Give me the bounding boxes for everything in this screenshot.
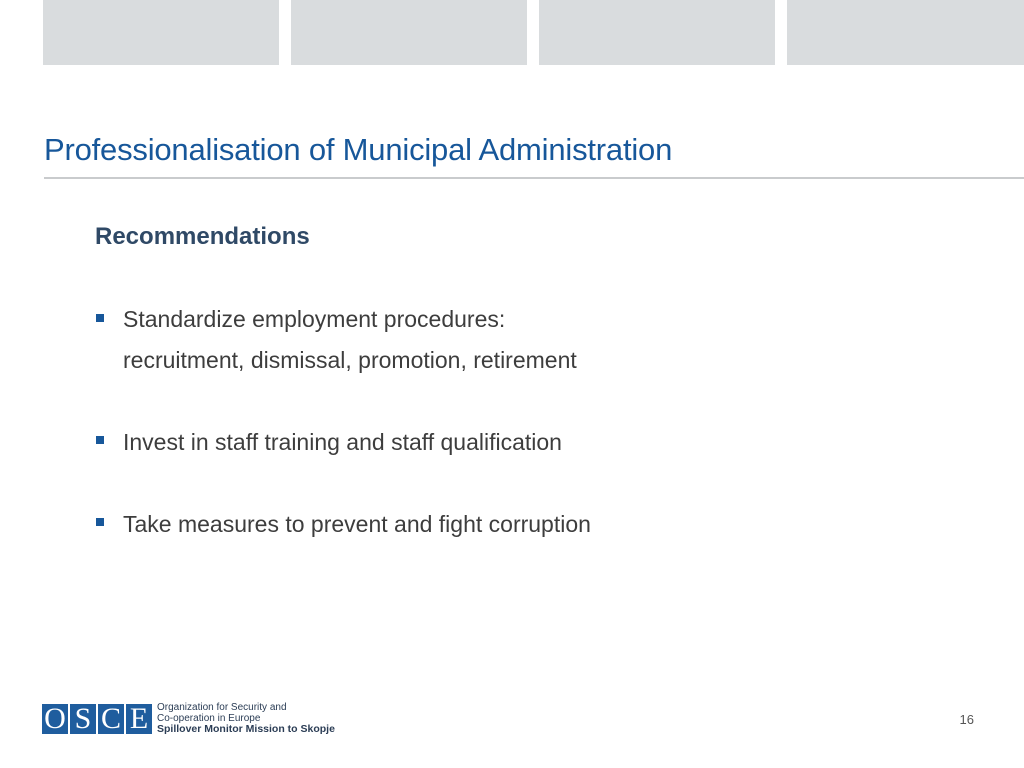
bullet-text: Invest in staff training and staff qualification bbox=[123, 429, 562, 455]
bullet-text: Take measures to prevent and fight corruption bbox=[123, 511, 591, 537]
header-block-1 bbox=[43, 0, 279, 65]
logo-letter: E bbox=[126, 704, 152, 734]
page-number: 16 bbox=[959, 712, 974, 727]
title-divider bbox=[44, 177, 1024, 179]
osce-logo-mark bbox=[42, 701, 152, 735]
slide-title: Professionalisation of Municipal Administration bbox=[44, 132, 673, 167]
bullet-marker bbox=[96, 518, 104, 526]
bullet-marker bbox=[96, 436, 104, 444]
osce-logo bbox=[42, 702, 335, 735]
logo-letter: S bbox=[70, 704, 96, 734]
bullet-marker bbox=[96, 314, 104, 322]
header-block-2 bbox=[291, 0, 527, 65]
section-heading: Recommendations bbox=[95, 223, 310, 250]
organization-name bbox=[157, 702, 335, 735]
org-line-2: Co-operation in Europe bbox=[157, 713, 261, 724]
mission-name: Spillover Monitor Mission to Skopje bbox=[157, 723, 335, 735]
logo-letter: C bbox=[98, 704, 124, 734]
bullet-text-continuation: recruitment, dismissal, promotion, retirement bbox=[123, 347, 577, 373]
header-block-4 bbox=[787, 0, 1024, 65]
header-block-3 bbox=[539, 0, 775, 65]
bullet-text: Standardize employment procedures: bbox=[123, 306, 506, 332]
org-line-1: Organization for Security and bbox=[157, 702, 287, 713]
logo-letter: O bbox=[42, 704, 68, 734]
